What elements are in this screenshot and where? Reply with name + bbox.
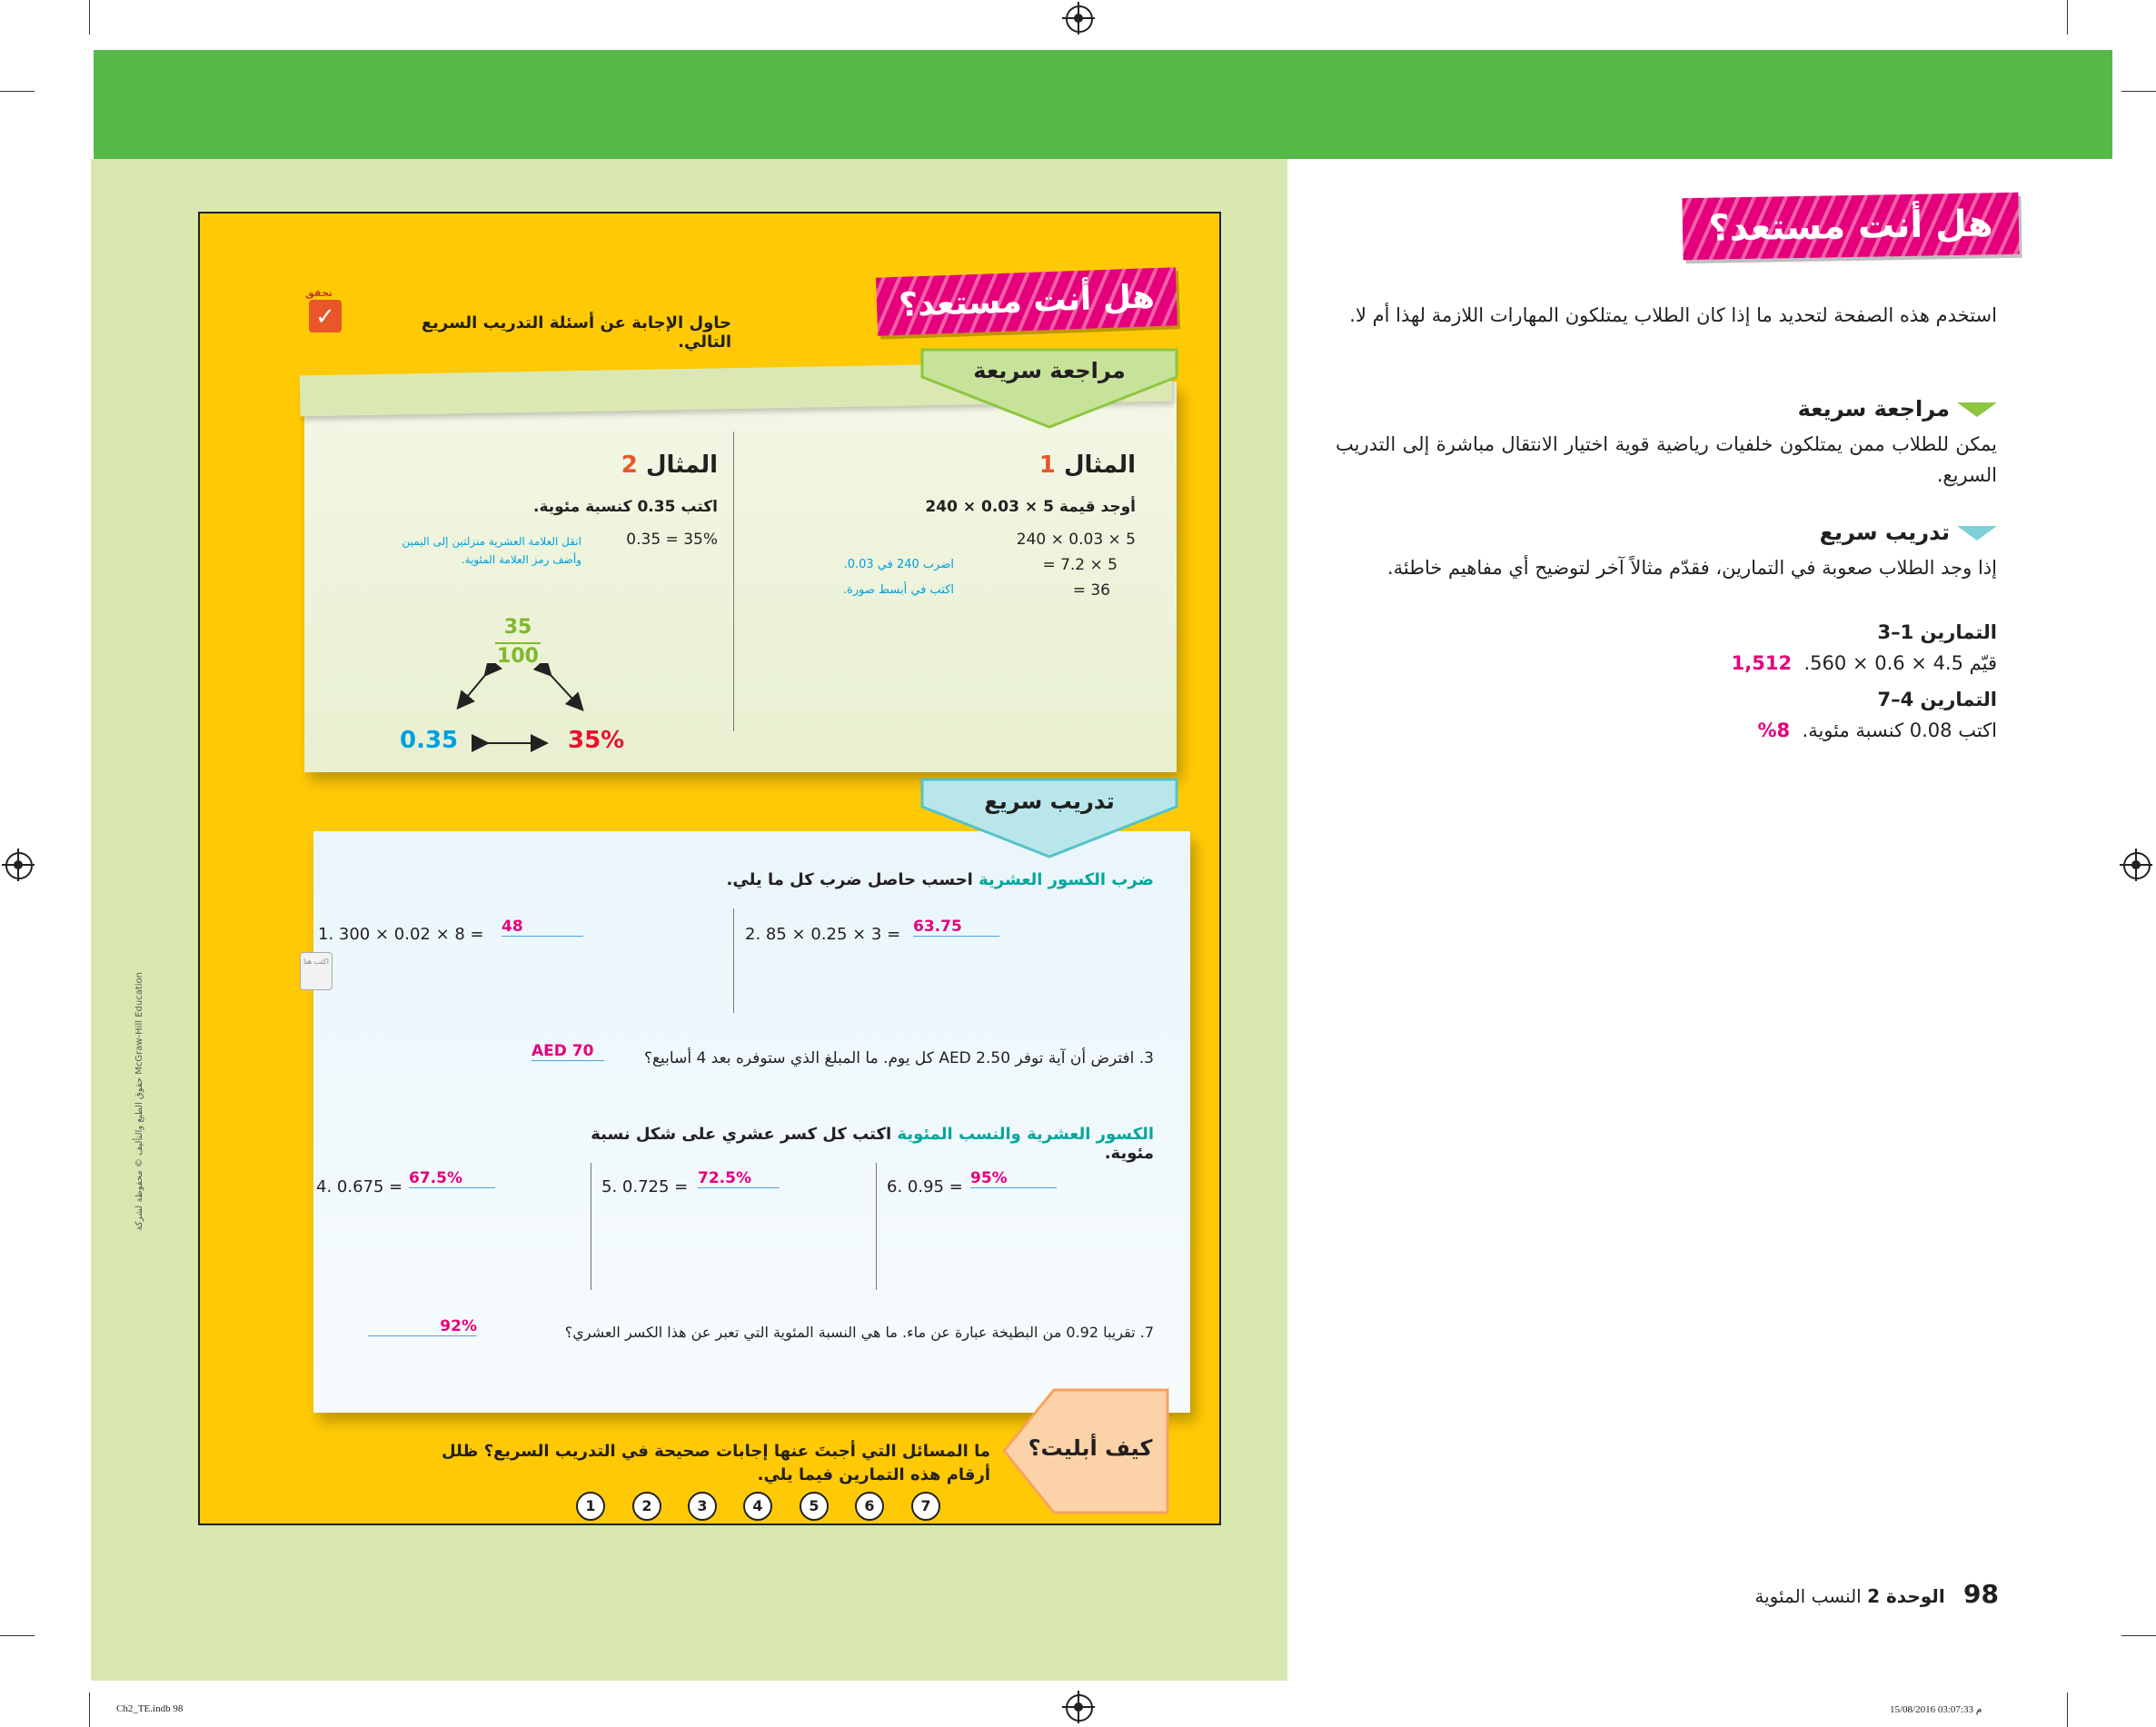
- check-icon: ✓: [309, 300, 342, 332]
- ex1-heading: التمارين 1–3: [1877, 621, 1997, 643]
- registration-mark-icon: [2123, 852, 2151, 879]
- problem-1: 1. 300 × 0.02 × 8 =: [318, 925, 484, 944]
- quick-review-text: يمكن للطلاب ممن يمتلكون خلفيات رياضية قوية اختيار الانتقال مباشرة إلى التدريب السريع.: [1336, 433, 1997, 486]
- example2-title: المثال 2: [621, 452, 718, 479]
- practice-divider-3: [876, 1163, 877, 1290]
- green-arrow-icon: [1957, 402, 1997, 417]
- unit-label: الوحدة 2: [1867, 1585, 1945, 1607]
- problem-7-answer[interactable]: 92%: [368, 1317, 477, 1336]
- example1-step2: = 7.2 × 5: [1042, 556, 1118, 574]
- example1-step3: = 36: [1072, 581, 1110, 600]
- example1-title: المثال 1: [1038, 452, 1136, 479]
- student-banner: هل أنت مستعد؟: [876, 267, 1177, 335]
- problem-1-answer[interactable]: 48: [502, 918, 583, 937]
- exercise-circle-4[interactable]: 4: [743, 1492, 772, 1521]
- registration-mark-icon: [1066, 5, 1093, 33]
- problem-3-answer[interactable]: AED 70: [532, 1042, 604, 1061]
- ex2-line: اكتب 0.08 كنسبة مئوية. 8%: [1757, 720, 1997, 741]
- example2-note: انقل العلامة العشرية منزلتين إلى اليمين وأضف رمز العلامة المئوية.: [402, 535, 581, 566]
- registration-mark-icon: [1066, 1694, 1093, 1722]
- example2-task: اكتب 0.35 كنسبة مئوية.: [532, 498, 718, 516]
- exercise-circle-6[interactable]: 6: [855, 1492, 884, 1521]
- page-number: 98: [1963, 1579, 1999, 1609]
- teal-arrow-icon: [1957, 526, 1997, 541]
- exercise-circle-2[interactable]: 2: [632, 1492, 661, 1521]
- right-intro: استخدم هذه الصفحة لتحديد ما إذا كان الطلاب يمتلكون المهارات اللازمة لهذا أم لا.: [1349, 304, 1997, 326]
- quick-practice-text: إذا وجد الطلاب صعوبة في التمارين، فقدّم مثالاً آخر لتوضيح أي مفاهيم خاطئة.: [1387, 557, 1997, 579]
- quick-review-heading: مراجعة سريعة: [1545, 396, 1997, 422]
- problem-4: 4. 0.675 =: [316, 1177, 403, 1196]
- example-divider: [733, 432, 734, 731]
- example1-task: أوجد قيمة 5 × 0.03 × 240: [925, 498, 1136, 516]
- student-instruction: حاول الإجابة عن أسئلة التدريب السريع التالي.: [421, 313, 731, 352]
- example2-fraction-denominator: 100: [497, 645, 539, 668]
- problem-6-answer[interactable]: 95%: [970, 1169, 1057, 1188]
- problem-7: 7. تقريبا 0.92 من البطيخة عبارة عن ماء. ما هي النسبة المئوية التي تعبر عن هذا الكسر العشري؟: [564, 1324, 1154, 1341]
- page-footer: [1635, 1579, 1999, 1609]
- unit-title: النسب المئوية: [1754, 1585, 1862, 1607]
- registration-mark-icon: [5, 852, 33, 879]
- problem-5-answer[interactable]: 72.5%: [698, 1169, 780, 1188]
- example2-percent: 35%: [568, 727, 625, 754]
- example1-step1: 240 × 0.03 × 5: [1016, 531, 1136, 549]
- exercise-circle-5[interactable]: 5: [800, 1492, 829, 1521]
- review-arrow-label: مراجعة سريعة: [973, 358, 1126, 383]
- exercise-circle-7[interactable]: 7: [911, 1492, 940, 1521]
- how-arrow-label: كيف أبليت؟: [1028, 1435, 1153, 1461]
- example1-note1: اضرب 240 في 0.03.: [843, 558, 954, 571]
- exercise-circle-3[interactable]: 3: [688, 1492, 717, 1521]
- practice-divider: [733, 908, 734, 1013]
- problem-5: 5. 0.725 =: [601, 1177, 689, 1196]
- header-band: [94, 50, 2112, 159]
- right-title-banner: هل أنت مستعد؟: [1682, 193, 2019, 260]
- ex1-answer: 1,512: [1731, 652, 1793, 674]
- practice-arrow-label: تدريب سريع: [984, 789, 1115, 814]
- check-label: تحقق: [305, 287, 333, 299]
- review-arrow-icon: [913, 341, 1186, 432]
- slug-right: 15/08/2016 03:07:33 م: [1890, 1704, 1982, 1715]
- fraction-bar: [495, 642, 541, 644]
- example2-decimal: 0.35: [400, 727, 459, 754]
- how-text: ما المسائل التي أجبتَ عنها إجابات صحيحة في التدريب السريع؟ ظلل أرقام هذه التمارين فيما يلي.: [441, 1442, 990, 1484]
- example2-fraction-numerator: 35: [503, 616, 532, 639]
- ex2-heading: التمارين 4–7: [1877, 689, 1997, 710]
- side-tab: اكتب هنا: [300, 952, 333, 990]
- slug-left: Ch2_TE.indb 98: [116, 1703, 184, 1714]
- problem-2-answer[interactable]: 63.75: [913, 918, 999, 937]
- section2-header: الكسور العشرية والنسب المئوية اكتب كل كسر عشري على شكل نسبة مئوية.: [591, 1125, 1154, 1163]
- problem-3: 3. افترض أن آية توفر AED 2.50 كل يوم. ما المبلغ الذي ستوفره بعد 4 أسابيع؟: [643, 1049, 1154, 1067]
- problem-6: 6. 0.95 =: [887, 1177, 963, 1196]
- problem-2: 2. 85 × 0.25 × 3 =: [745, 925, 901, 944]
- practice-arrow-icon: [913, 770, 1186, 861]
- ex1-line: قيّم 4.5 × 0.6 × 560. 1,512: [1731, 652, 1997, 674]
- copyright-vertical: McGraw-Hill Education حقوق الطبع والتأليف © محفوظة لشركة: [134, 972, 144, 1231]
- ex2-answer: 8%: [1757, 720, 1791, 741]
- quick-practice-heading: تدريب سريع: [1545, 520, 1997, 545]
- example2-step1: 0.35 = 35%: [626, 531, 718, 549]
- exercise-circle-1[interactable]: 1: [576, 1492, 605, 1521]
- problem-4-answer[interactable]: 67.5%: [409, 1169, 495, 1188]
- section1-header: ضرب الكسور العشرية احسب حاصل ضرب كل ما يلي.: [726, 870, 1154, 889]
- example1-note2: اكتب في أبسط صورة.: [842, 583, 954, 597]
